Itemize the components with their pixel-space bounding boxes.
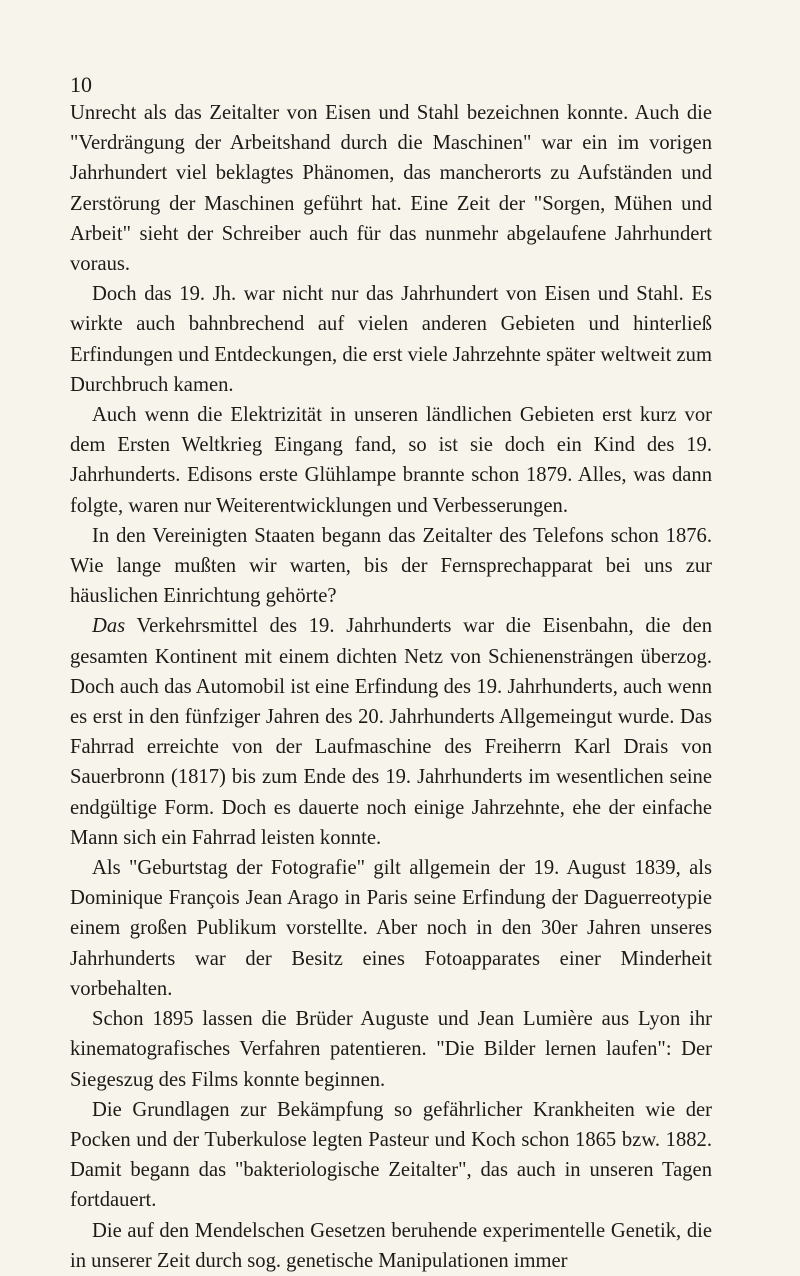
paragraph-9: Die auf den Mendelschen Gesetzen beruhende experimentelle Genetik, die in unserer Zeit durch sog. genetische Manipulationen immer: [70, 1219, 712, 1272]
paragraph-8: Die Grundlagen zur Bekämpfung so gefährlicher Krankheiten wie der Pocken und der Tuberkulose legten Pasteur und Koch schon 1865 bzw. 1882. Damit begann das "bakteriologische Zeitalter", das auch in unseren Tagen fortdauert.: [70, 1098, 712, 1212]
paragraph-1: Unrecht als das Zeitalter von Eisen und Stahl bezeichnen konnte. Auch die "Verdrängung der Arbeitshand durch die Maschinen" war ein im vorigen Jahrhundert viel beklagtes Phänomen, das mancherorts zu Aufständen und Zerstörung der Maschinen geführt hat. Eine Zeit der "Sorgen, Mühen und Arbeit" sieht der Schreiber auch für das nunmehr abgelaufene Jahrhundert voraus.: [70, 102, 712, 276]
paragraph-5: [70, 611, 712, 853]
paragraph-5-body: Verkehrsmittel des 19. Jahrhunderts war die Eisenbahn, die den gesamten Kontinent mit einem dichten Netz von Schienensträngen überzog. Doch auch das Automobil ist eine Erfindung des 19. Jahrhunderts, auch wenn es erst in den fünfziger Jahren des 20. Jahrhunderts Allgemeingut wurde. Das Fahrrad erreichte von der Laufmaschine des Freiherrn Karl Drais von Sauerbronn (1817) bis zum Ende des 19. Jahrhunderts im wesentlichen seine endgültige Form. Doch es dauerte noch einige Jahrzehnte, ehe der einfache Mann sich ein Fahrrad leisten konnte.: [70, 615, 712, 849]
paragraph-6: Als "Geburtstag der Fotografie" gilt allgemein der 19. August 1839, als Dominique François Jean Arago in Paris seine Erfindung der Daguerreotypie einem großen Publikum vorstellte. Aber noch in den 30er Jahren unseres Jahrhunderts war der Besitz eines Fotoapparates einer Minderheit vorbehalten.: [70, 857, 712, 1000]
page-number: 10: [70, 72, 92, 97]
paragraph-3: Auch wenn die Elektrizität in unseren ländlichen Gebieten erst kurz vor dem Ersten Weltkrieg Eingang fand, so ist sie doch ein Kind des 19. Jahrhunderts. Edisons erste Glühlampe brannte schon 1879. Alles, was dann folgte, waren nur Weiterentwicklungen und Verbesserungen.: [70, 404, 712, 517]
body-text: [70, 98, 712, 1276]
paragraph-5-lead: Das: [92, 615, 126, 638]
paragraph-4: In den Vereinigten Staaten begann das Zeitalter des Telefons schon 1876. Wie lange mußten wir warten, bis der Fernsprechapparat bei uns zur häuslichen Einrichtung gehörte?: [70, 524, 712, 608]
paragraph-7: Schon 1895 lassen die Brüder Auguste und Jean Lumière aus Lyon ihr kinematografisches Verfahren patentieren. "Die Bilder lernen laufen": Der Siegeszug des Films konnte beginnen.: [70, 1008, 712, 1091]
paragraph-2: Doch das 19. Jh. war nicht nur das Jahrhundert von Eisen und Stahl. Es wirkte auch bahnbrechend auf vielen anderen Gebieten und hinterließ Erfindungen und Entdeckungen, die erst viele Jahrzehnte später weltweit zum Durchbruch kamen.: [70, 283, 712, 396]
